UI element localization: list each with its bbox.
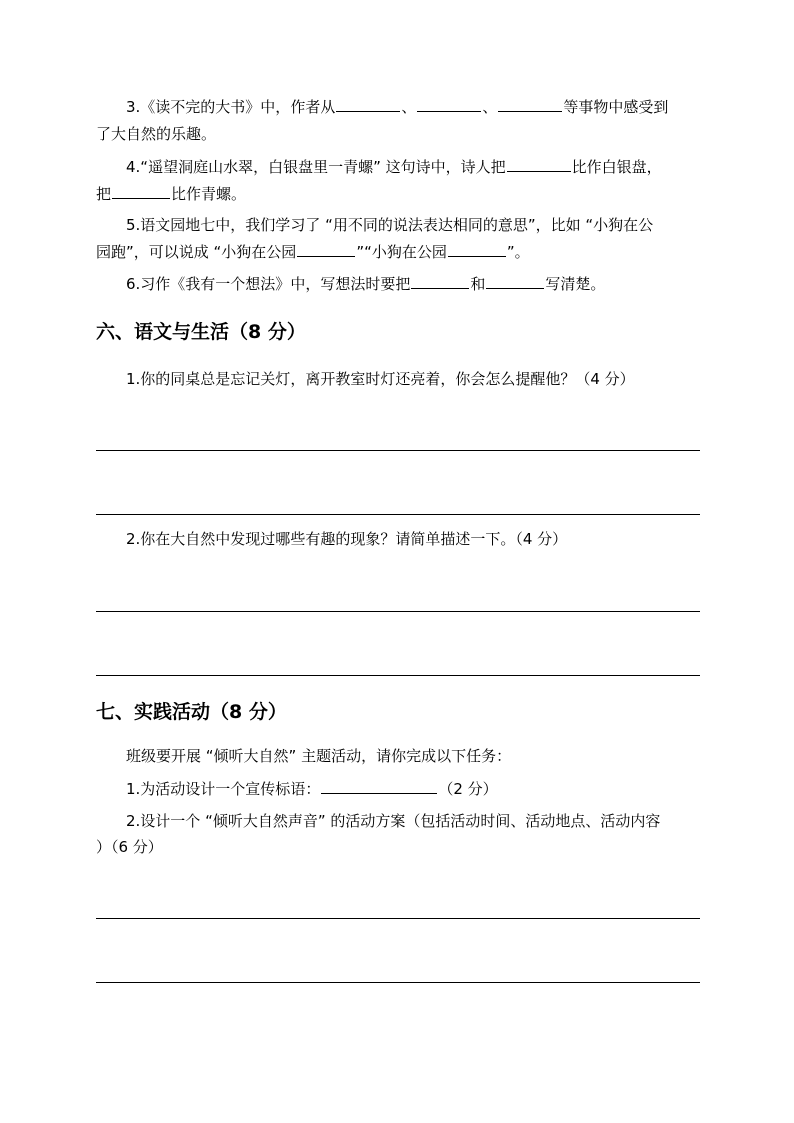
question-5-continuation [96, 242, 700, 262]
separator: 、 [482, 98, 498, 116]
question-5-text-c: ”“小狗在公园 [356, 243, 447, 261]
question-4-text-c: 把 [96, 185, 112, 203]
question-3 [126, 97, 730, 117]
section-7-question-1 [126, 779, 730, 799]
question-3-continuation: 了大自然的乐趣。 [96, 125, 217, 143]
question-5-text-d: ”。 [506, 243, 530, 261]
section-7-title: 七、实践活动（8 分） [96, 701, 287, 723]
section-7-question-2: 2.设计一个 “倾听大自然声音” 的活动方案（包括活动时间、活动地点、活动内容 [126, 812, 661, 830]
answer-line[interactable] [96, 675, 700, 676]
answer-blank[interactable] [411, 274, 469, 289]
question-3-text-end: 等事物中感受到 [563, 98, 669, 116]
question-4-text-mid: 比作白银盘， [571, 158, 662, 176]
question-5: 5.语文园地七中，我们学习了 “用不同的说法表达相同的意思”，比如 “小狗在公 [126, 216, 654, 234]
answer-blank[interactable] [448, 242, 506, 257]
answer-line[interactable] [96, 918, 700, 919]
question-6-text: 6.习作《我有一个想法》中，写想法时要把 [126, 275, 411, 293]
slogan-blank[interactable] [321, 779, 437, 794]
section-6-question-2: 2.你在大自然中发现过哪些有趣的现象？请简单描述一下。（4 分） [126, 530, 568, 548]
question-4-continuation [96, 184, 700, 204]
answer-blank[interactable] [486, 274, 544, 289]
question-6 [126, 274, 730, 294]
separator: 、 [401, 98, 417, 116]
question-4-text-d: 比作青螺。 [171, 185, 247, 203]
question-4-text: 4.“遥望洞庭山水翠，白银盘里一青螺” 这句诗中，诗人把 [126, 158, 506, 176]
section-7-question-2-continuation: ）（6 分） [96, 838, 163, 856]
question-4 [126, 157, 730, 177]
section-7-question-1-text: 1.为活动设计一个宣传标语： [126, 780, 321, 798]
section-6-question-1: 1.你的同桌总是忘记关灯，离开教室时灯还亮着，你会怎么提醒他？（4 分） [126, 370, 635, 388]
question-5-text-b: 园跑”，可以说成 “小狗在公园 [96, 243, 297, 261]
answer-line[interactable] [96, 611, 700, 612]
section-7-intro: 班级要开展 “倾听大自然” 主题活动，请你完成以下任务： [126, 747, 512, 765]
answer-blank[interactable] [336, 97, 400, 112]
answer-line[interactable] [96, 450, 700, 451]
answer-line[interactable] [96, 514, 700, 515]
question-6-text-c: 写清楚。 [545, 275, 606, 293]
question-6-text-b: 和 [470, 275, 486, 293]
answer-blank[interactable] [297, 242, 355, 257]
question-3-text: 3.《读不完的大书》中，作者从 [126, 98, 336, 116]
answer-blank[interactable] [417, 97, 481, 112]
answer-blank[interactable] [507, 157, 571, 172]
section-7-question-1-score: （2 分） [438, 780, 498, 798]
answer-line[interactable] [96, 982, 700, 983]
answer-blank[interactable] [112, 184, 170, 199]
answer-blank[interactable] [498, 97, 562, 112]
section-6-title: 六、语文与生活（8 分） [96, 321, 306, 343]
